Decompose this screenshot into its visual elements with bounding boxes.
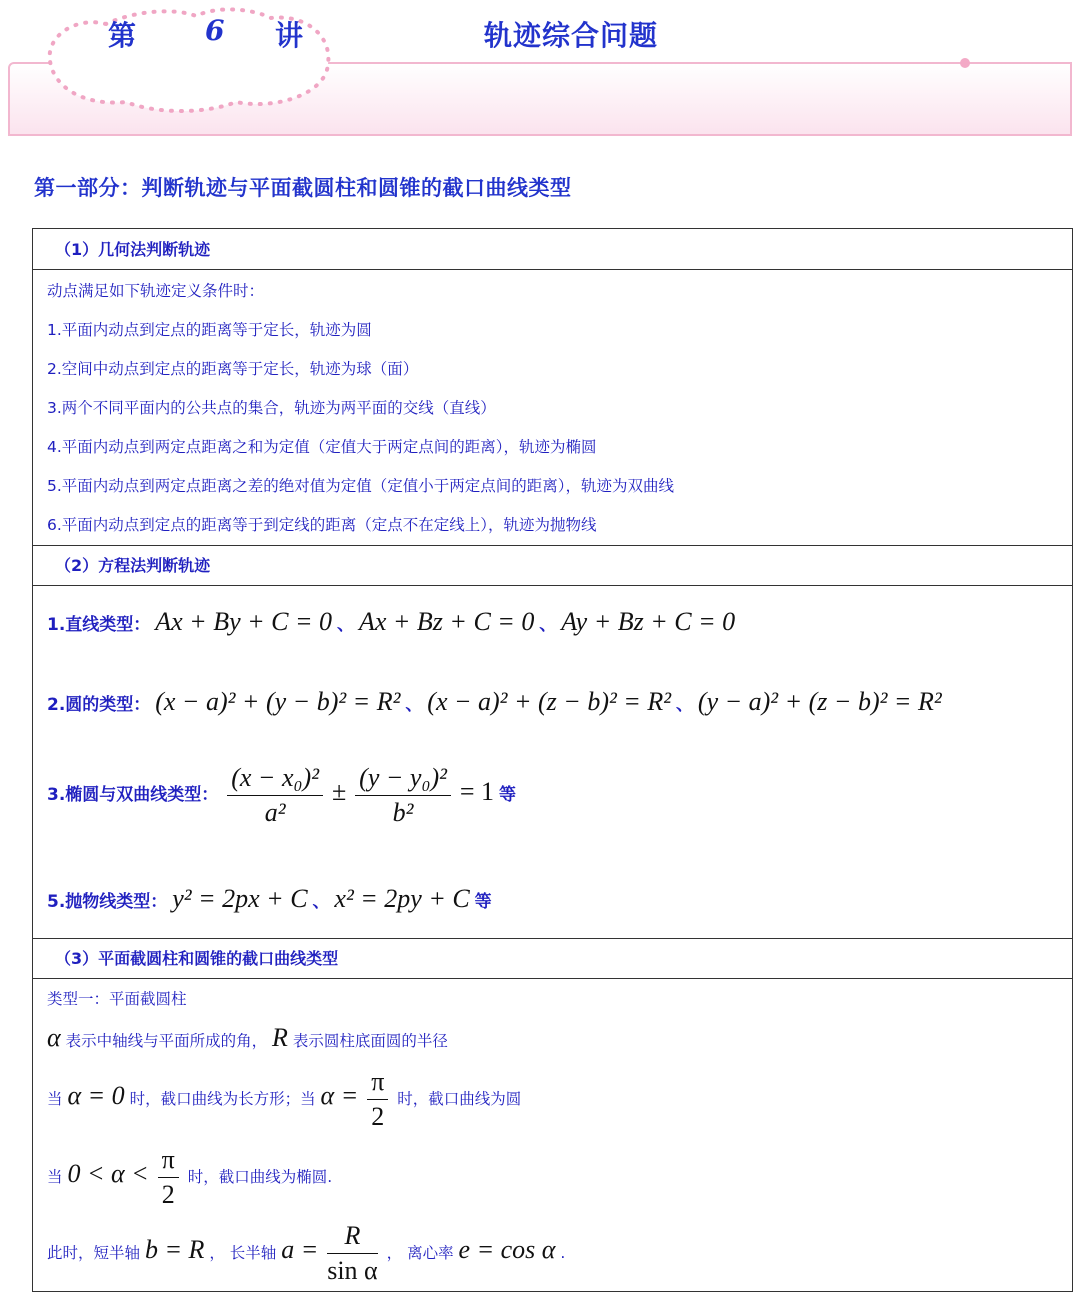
condition-row-1: [47, 1067, 521, 1132]
r-symbol: R: [272, 1023, 288, 1052]
r-over-sin-fraction: [327, 1221, 377, 1286]
lecture-number: 6: [205, 14, 225, 47]
ellipse-numerator-1: (x − x₀)²: [227, 763, 323, 796]
comma: ，: [386, 1244, 403, 1262]
circle-equation-1: (x − a)² + (y − b)² = R²: [155, 687, 401, 716]
separator: 、: [405, 695, 423, 715]
alpha-description: 表示中轴线与平面所成的角，: [65, 1032, 268, 1050]
pi-numerator: π: [367, 1067, 388, 1100]
etc-label: 等: [474, 892, 492, 912]
lecture-word-1: 第: [108, 19, 137, 52]
circle-equation-3: (y − a)² + (z − b)² = R²: [697, 687, 942, 716]
content-table: [32, 228, 1073, 1292]
line-equation-1: Ax + By + C = 0: [155, 607, 333, 636]
condition-alpha-zero: α = 0: [67, 1081, 125, 1110]
two-denominator: 2: [161, 1180, 175, 1209]
list-item: 1.平面内动点到定点的距离等于定长，轨迹为圆: [47, 321, 372, 339]
sin-alpha-denominator: sin α: [327, 1256, 378, 1285]
result-circle: 时，截口曲线为圆: [397, 1090, 522, 1108]
line-equation-3: Ay + Bz + C = 0: [561, 607, 736, 636]
separator: 、: [675, 695, 693, 715]
divider: [33, 269, 1072, 270]
long-axis-label: 长半轴: [229, 1244, 277, 1262]
lecture-word-2: 讲: [275, 19, 304, 52]
type1-label: 类型一：平面截圆柱: [47, 990, 187, 1008]
separator: 、: [539, 615, 557, 635]
ellipse-denominator-2: b²: [392, 798, 414, 827]
r-description: 表示圆柱底面圆的半径: [292, 1032, 448, 1050]
list-item: 2.空间中动点到定点的距离等于定长，轨迹为球（面）: [47, 360, 419, 378]
long-axis-lhs: a =: [281, 1235, 319, 1264]
divider: [33, 938, 1072, 939]
list-item: 6.平面内动点到定点的距离等于到定线的距离（定点不在定线上），轨迹为抛物线: [47, 516, 597, 534]
period: .: [560, 1244, 566, 1262]
ellipse-fraction-1: [227, 763, 323, 828]
ellipse-numerator-2: (y − y₀)²: [355, 763, 451, 796]
ellipse-rhs: = 1: [459, 777, 495, 806]
parabola-equation-2: x² = 2py + C: [334, 884, 470, 913]
two-denominator: 2: [371, 1102, 385, 1131]
divider: [33, 585, 1072, 586]
section3-heading: （3）平面截圆柱和圆锥的截口曲线类型: [55, 949, 339, 968]
separator: 、: [312, 892, 330, 912]
ellipse-type-row: [47, 763, 516, 828]
short-axis-equation: b = R: [144, 1235, 205, 1264]
alpha-definition-row: [47, 1023, 448, 1053]
pi-over-two-fraction: [158, 1145, 179, 1210]
separator: 、: [337, 615, 354, 635]
list-item: 4.平面内动点到两定点距离之和为定值（定值大于两定点间的距离），轨迹为椭圆: [47, 438, 597, 456]
section1-intro: 动点满足如下轨迹定义条件时：: [47, 282, 265, 300]
ellipse-axes-row: [47, 1221, 565, 1286]
when-label: 当: [47, 1168, 63, 1186]
circle-type-label: 2.圆的类型：: [47, 695, 151, 715]
list-item: 5.平面内动点到两定点距离之差的绝对值为定值（定值小于两定点间的距离），轨迹为双曲线: [47, 477, 675, 495]
pi-numerator: π: [158, 1145, 179, 1178]
condition-row-2: [47, 1145, 332, 1210]
parabola-type-label: 5.抛物线类型：: [47, 892, 168, 912]
divider: [33, 545, 1072, 546]
ellipse-denominator-1: a²: [264, 798, 286, 827]
result-ellipse: 时，截口曲线为椭圆.: [187, 1168, 333, 1186]
ellipse-fraction-2: [355, 763, 451, 828]
section2-heading: （2）方程法判断轨迹: [55, 556, 211, 575]
page-title: 轨迹综合问题: [484, 19, 659, 52]
line-type-row: [47, 607, 735, 637]
header-dot-icon: [960, 58, 970, 68]
parabola-type-row: [47, 884, 492, 914]
then-label: 此时，短半轴: [47, 1244, 141, 1262]
when-label: 当: [47, 1090, 63, 1108]
section1-heading: （1）几何法判断轨迹: [55, 240, 211, 259]
pi-over-two-fraction: [367, 1067, 388, 1132]
line-type-label: 1.直线类型：: [47, 615, 151, 635]
eccentricity-equation: e = cos α: [458, 1235, 556, 1264]
ellipse-type-label: 3.椭圆与双曲线类型：: [47, 785, 219, 805]
page-header: [0, 0, 1080, 150]
eccentricity-label: 离心率: [407, 1244, 454, 1262]
plus-minus: ±: [331, 777, 347, 806]
list-item: 3.两个不同平面内的公共点的集合，轨迹为两平面的交线（直线）: [47, 399, 496, 417]
part-title: 第一部分：判断轨迹与平面截圆柱和圆锥的截口曲线类型: [34, 176, 572, 200]
line-equation-2: Ax + Bz + C = 0: [358, 607, 535, 636]
comma: ，: [209, 1244, 225, 1262]
divider: [33, 978, 1072, 979]
condition-alpha-range: 0 < α <: [67, 1159, 149, 1188]
circle-equation-2: (x − a)² + (z − b)² = R²: [427, 687, 672, 716]
etc-label: 等: [499, 785, 516, 805]
r-numerator: R: [327, 1221, 377, 1254]
condition-alpha-eq: α =: [320, 1081, 359, 1110]
parabola-equation-1: y² = 2px + C: [172, 884, 308, 913]
result-rectangle: 时，截口曲线为长方形；当: [129, 1090, 316, 1108]
alpha-symbol: α: [47, 1023, 61, 1052]
circle-type-row: [47, 687, 942, 717]
